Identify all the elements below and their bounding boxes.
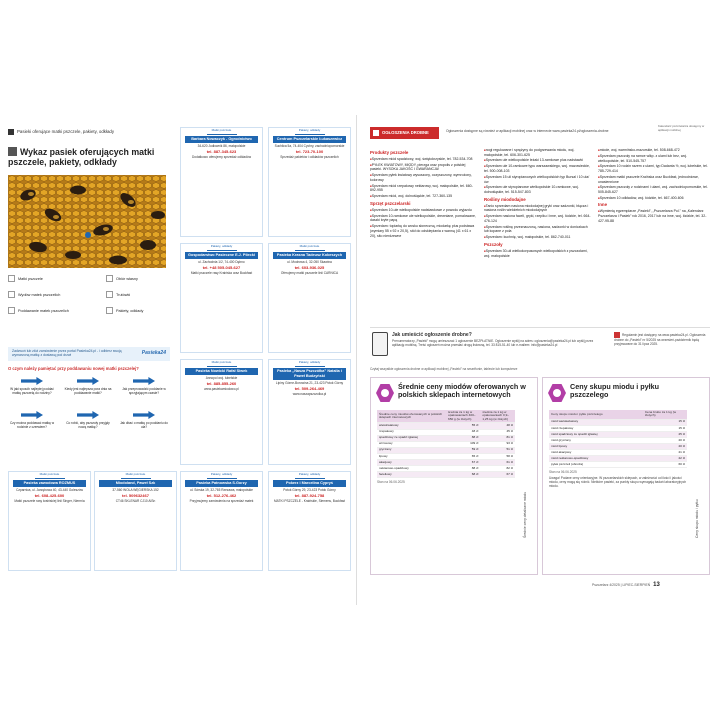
cell: 51 zł [480, 447, 515, 453]
arrow-icon [133, 411, 155, 419]
tip-text: W jaki sposób najlepiej poddać matkę pszczelą do rodziny? [10, 387, 54, 395]
left-header [8, 129, 114, 135]
ads-column-3 [598, 148, 708, 318]
ads-column-2 [484, 148, 592, 318]
legend-item [8, 291, 60, 298]
card-phone[interactable]: tel. 509-264-469 [294, 386, 325, 391]
table-header: średnia za 1 kg w opakowaniach 0,9–1,25 kg (w złotych) [480, 410, 515, 423]
ad-item: ■ Sprzedam roślinę przeznaczoną, nasiona, sadzonki w doniczkach lub kopane z pola [484, 225, 592, 234]
cell: 68 zł [446, 472, 480, 478]
card-tag: Matki pszczele [121, 473, 151, 479]
honey-drop-icon [376, 384, 394, 402]
cell: 58 zł [480, 453, 515, 459]
ad-item: ■ Sprzedam 30-uli wielkokorpusowych wielkopolskich z pszczołami, woj. małopolskie [484, 249, 592, 258]
card-extra: CT46 SKLENAR CJ10 AISn [115, 499, 156, 504]
card-tag: Matki pszczele [207, 129, 237, 135]
honey-drop-icon [548, 384, 566, 402]
ad-item: ■ Sprzedam nasiona faceli, gryki, rzepiku i inne, woj. łódzkie, tel. 664-476-124 [484, 214, 592, 223]
cell: 81 zł [480, 435, 515, 441]
tip-item [120, 411, 168, 429]
legend-label: Matki pszczele [18, 276, 43, 281]
card-name: Pasieka Nowicki Rafał Siwek [185, 368, 258, 375]
arrow-icon [21, 377, 43, 385]
legend-item [106, 307, 143, 314]
cell: 55 zł [446, 423, 480, 429]
ad-item: ■ Sprzedam 15 uli styropianowych wielkopolskich typ Bursal i 10 ula/ów [484, 175, 592, 184]
table-note: Uwaga! Podane ceny orientacyjne. W pszczelarskich sklepach, w zależności od ilości i jakości miodu, ceny mogą się różnić. Niektóre pasieki, za punkty skupu wymagają badań laboratoryjnych miodu. [549, 476, 687, 489]
how-to-footer: Czytaj wszystkie ogłoszenia drobne w aplikacji mobilnej „Pasieki” na smartfonie, tablecie lub komputerze [370, 367, 518, 371]
table-header: średnia za 1 kg w opakowaniach 400–650 g (w złotych) [446, 410, 480, 423]
card-phone[interactable]: tel. 512-276-462 [206, 493, 237, 499]
how-to-post-box [370, 327, 710, 363]
cell: 48 zł [446, 429, 480, 435]
card-phone[interactable]: tel. 509632467 [122, 493, 149, 499]
card-extra: Oferujemy matki pszczele linii CARNICA [280, 271, 339, 276]
card-tag: Pakiety, odkłady [295, 129, 325, 135]
title-icon [8, 147, 17, 156]
cell: 93 zł [480, 441, 515, 447]
card-address: Suchlica 5a, 74-404 Cychry, zachodniopomorskie [274, 143, 345, 148]
arrow-icon [77, 377, 99, 385]
legend-label: Obiór własny [116, 276, 138, 281]
legend-square-icon [106, 275, 113, 282]
left-header-text: Pasieki oferujące matki pszczele, pakiety, odkłady [17, 129, 115, 135]
card-address: Czparnica, ul. Jarzębowa 40, 43-440 Goleszów [16, 487, 83, 492]
apiary-card[interactable] [268, 243, 351, 353]
smartphone-icon [372, 332, 388, 356]
cell: 61 zł [480, 459, 515, 465]
ad-item: ■ Sprzedam 10-ramkowe ule wielkopolskie, drewniane, pomalowane, daszki kryte papą [370, 214, 478, 223]
card-address: 34-620 Jodłownik 86, małopolskie [197, 143, 246, 148]
card-tag: Matki pszczele [295, 245, 325, 251]
table-row [549, 462, 687, 468]
legend-item [106, 275, 138, 282]
card-tag: Matki pszczele [207, 361, 237, 367]
cell: 65 zł [446, 453, 480, 459]
table-header: Ceny skupu miodu i pyłku pszczelego [549, 410, 643, 419]
app-note: Kalendarz pszczelarza dostępny w aplikacji mobilnej [658, 124, 705, 132]
card-name: Pasieka zawodowa ROZMUS [13, 480, 86, 487]
section-heading: Inne [598, 202, 608, 208]
rules-note [614, 332, 710, 346]
cell: faceliowy [377, 472, 446, 478]
card-address: ul. Sórska 19, 32-765 Rzezawa, małopolskie [190, 487, 253, 492]
card-extra: www.pasiekamiodowo.pl [204, 387, 239, 392]
cell: miód gryczany [549, 438, 643, 444]
page-footer [592, 582, 660, 588]
cell: 60 zł [643, 462, 687, 468]
ad-item: ■ Sprzedam ule styropianowe wielkopolskie 10-ramkowe, woj. dolnośląskie, tel. 515-547-803 [484, 185, 592, 194]
cell: 48 zł [480, 423, 515, 429]
cell: 109 zł [446, 441, 480, 447]
side-caption: Średnie ceny detaliczne miodu [523, 491, 527, 538]
cell: pyłek pszczeli (obnóża) [549, 462, 643, 468]
ad-item: ■ PYŁEK KWIATOWY, MIODY, pierzga oraz propolis z polskiej pasieki. WYSOKA JAKOŚĆ I GWARANCJA! [370, 163, 478, 172]
ad-item: ■ Sprzedam miód rzepakowy nektarowy, woj. małopolskie, tel. 660-892-955 [370, 184, 478, 193]
legend-square-icon [106, 291, 113, 298]
how-to-text: Prenumeratorzy „Pasieki” mogą umieszczać 1 ogłoszenie BEZPŁATNIE. Ogłoszenie wyślij na adres: ogloszenia@pasieka24.pl lub wyślij przez aplikację mobilną. Treść ogłoszeń można przesłać drogą listowną, tel. 33 815-51-40 lub e-mailem: info@pasieka24.pl [392, 339, 594, 348]
ad-item: ■ Sprzedam: topiarkę do wosku słoneczną, miodarkę plus podstawa (wymiary 55 x 92 x 20,5), stół do odsklepiania z wanną (41 x 61 x 20), sito nierdzewne [370, 224, 478, 238]
cell: 22 zł [643, 456, 687, 462]
cell: 59 zł [446, 447, 480, 453]
apiary-card[interactable] [180, 127, 263, 237]
card-tag: Pakiety, odkłady [207, 473, 237, 479]
cell: miód akacjowy [549, 450, 643, 456]
cell: akacjowy [377, 459, 446, 465]
card-address: Potok Górny 29, 23-423 Potok Górny [283, 487, 336, 492]
card-tag: Matki pszczele [35, 473, 65, 479]
card-address: ul. Modrowa 4, 32-050 Skawina [287, 259, 332, 264]
table-row [377, 472, 515, 478]
legend-square-icon [106, 307, 113, 314]
apiary-card[interactable] [180, 471, 263, 571]
promo-logo: Pasieka24 [141, 350, 166, 356]
section-heading: Produkty pszczele [370, 150, 409, 155]
right-page [360, 115, 720, 605]
apiary-card[interactable] [8, 471, 91, 571]
table-footnote: Stan na 06.06.2025 [377, 480, 405, 485]
legend-square-icon [8, 275, 15, 282]
card-name: Miodoland, Paweł Szk [99, 480, 172, 487]
retail-prices-table-wrap [377, 410, 515, 484]
ad-item: ■ Sprzedam pyłek kwiatowy wysuszony, oczyszczony, wymrożony, kolorowy [370, 173, 478, 182]
cell: 20 zł [643, 438, 687, 444]
tip-text: Jak przeprowadzić poddanie w sprzyjającym czasie? [122, 387, 166, 395]
ad-item: ■ Sprzedam 10 odkładów, woj. łódzkie, tel. 667-400-606 [598, 196, 708, 201]
promo-text: Zadzwoń lub złóż zamówienie przez portal Pasieka24.pl - i odbierz swoją wymarzoną matkę z dostawą pod drzwi [12, 349, 122, 358]
cell: 15 zł [643, 425, 687, 431]
legend-label: Trutówki [116, 292, 131, 297]
card-tag: Pakiety, odkłady [207, 245, 237, 251]
cell: 88 zł [446, 435, 480, 441]
card-phone[interactable]: tel. 608-425-600 [34, 493, 65, 499]
card-name: Pokerz i Marcelina Cypryś [273, 480, 346, 487]
ad-item: ■ Wymienię egzemplarze „Pasieki”, „Pszczelarza Pol.” na „Kalendarz Pszczelarza i Pasiek” rok 2016, 2017 lub na inne, woj. łódzkie, tel. 32-427-95-88 [598, 209, 708, 223]
card-phone[interactable]: tel. 887-924-758 [294, 493, 325, 499]
tip-text: Kiedy jest najlepsza pora dnia na poddawanie matki? [64, 387, 112, 395]
ad-item: ■ Sprzedam pszczoły na ramce wlkp. z ulami lub bez, woj. wielkopolskie, tel. 510-545-757 [598, 154, 708, 163]
legend-square-icon [8, 291, 15, 298]
card-name: Centrum Pszczelarskie Łukaszewicz [273, 136, 346, 143]
card-phone[interactable]: tel. 603-936-025 [294, 265, 325, 271]
classifieds-label-text: OGŁOSZENIA DROBNE [382, 130, 429, 135]
tip-item [8, 411, 56, 429]
tip-text: Jak dbać o matkę po poddaniu do ula? [120, 421, 168, 429]
folio-label: Pszczelarz 4/2025 | LIPIEC-SIERPIEŃ [592, 583, 651, 587]
ad-item: ■ Sprzedam pszczoły z rodzinami i ulami, woj. zachodniopomorskie, tel. 505-845-627 [598, 185, 708, 194]
card-name: Gospodarstwo Pasieczne E.J. Pilecki [185, 252, 258, 259]
card-extra: Sprzedaż pakietów i odkładów pszczelich [280, 155, 339, 160]
purchase-prices-table [549, 410, 687, 468]
arrow-icon [77, 411, 99, 419]
how-to-title: Jak umieścić ogłoszenie drobne? [392, 332, 472, 338]
tips-grid [8, 377, 170, 447]
apiary-card[interactable] [268, 359, 351, 465]
ad-item: ■ miode, woj. warmińsko-mazurskie, tel. 508-668-472 [598, 148, 708, 153]
retail-prices-box [370, 377, 538, 575]
legend-item [106, 291, 130, 298]
card-tag: Pakiety, odkłady [295, 361, 325, 367]
retail-prices-title: Średnie ceny miodów oferowanych w polskich sklepach internetowych [398, 382, 526, 399]
card-phone[interactable]: tel. +48 505-045-627 [202, 265, 241, 271]
ad-item: ■ Sprzedam ule 10-ramkowe typu warszawskiego, woj. mazowieckie, tel. 500-008-103 [484, 164, 592, 173]
ad-item: ■ Sprzedam: kuchnię, woj. małopolskie, tel. 862-740-011 [484, 235, 592, 240]
card-extra: MATKI PSZCZELE - Kraińskie, Siemens, Buckfast [274, 499, 345, 504]
arrow-icon [133, 377, 155, 385]
table-header: Cena brutto za 1 kg (w złotych) [643, 410, 687, 419]
card-extra: www.naszapszczolka.pl [292, 392, 327, 397]
cell: wielokwiatowy [377, 423, 446, 429]
classifieds-label [370, 127, 439, 139]
card-name: Pasieka Patnowska S.Gorzy [185, 480, 258, 487]
megaphone-icon [373, 130, 379, 136]
table-footnote: Stan na 06.06.2025 [549, 470, 577, 475]
cell: nektarowo-spadziowy [377, 466, 446, 472]
card-name: Barbara Nowaczyk - Ogrodnictwo [185, 136, 258, 143]
cell: lipowy [377, 453, 446, 459]
cell: 67 zł [446, 459, 480, 465]
cell: spadziowy ze spadzi iglastej [377, 435, 446, 441]
cell: 88 zł [446, 466, 480, 472]
legend-item [8, 275, 43, 282]
table-header: Średnie ceny miodów oferowanych w polskich sklepach internetowych [377, 410, 446, 423]
card-phone[interactable]: tel. 723-70-100 [295, 149, 324, 155]
card-address: 37-560 WOLA WĘGIERSKA 152 [112, 487, 159, 492]
apiary-card[interactable] [180, 359, 263, 465]
cell: 15 zł [643, 419, 687, 425]
cell: 45 zł [480, 429, 515, 435]
tip-text: Co robić, aby pszczoły przyjęły nową matkę? [66, 421, 110, 429]
card-address: ul. Zachodnia 1/2, 74-400 Dębno [198, 259, 245, 264]
cell: 67 zł [480, 472, 515, 478]
section-heading: Pszczoły [484, 241, 503, 247]
page-title [8, 147, 168, 167]
legend-label: Wydów matek pszczelich [18, 292, 61, 297]
bees-photo-svg [8, 175, 166, 268]
page-number: 13 [653, 582, 660, 588]
side-caption: Ceny skupu miodu i pyłku [695, 499, 699, 538]
section-heading: Sprzęt pszczelarski [370, 200, 411, 206]
purchase-prices-table-wrap [549, 410, 687, 488]
card-extra: Matki pszczele rasy Kraińska oraz Buckfast [190, 271, 253, 276]
ad-item: ■ Sprzedam miód spadziowy, woj. świętokrzyskie, tel. 782-534-708 [370, 157, 478, 162]
page-title-text: Wykaz pasiek oferujących matki pszczele, pakiety, odkłady [8, 147, 155, 168]
cell: miód spadziowy ze spadzi iglastej [549, 431, 643, 437]
arrow-icon [21, 411, 43, 419]
ad-item: ■ Sprzedam 10-ule wielkopolskie nadstawkowe z powodu wyjazdu [370, 208, 478, 213]
bees-photo [8, 175, 166, 268]
legend-item [8, 307, 69, 314]
cell: miód rzepakowy [549, 425, 643, 431]
question-heading: O czym należy pamiętać przy poddawaniu nowej matki pszczelej? [8, 366, 139, 371]
apiary-card[interactable] [268, 127, 351, 237]
legend-label: Pakiety, odkłady [116, 308, 144, 313]
hive-icon [8, 129, 14, 135]
ad-item: ■ Sprzedam miód, woj. dolnośląskie, tel. 727-360-135 [370, 194, 478, 199]
apiary-card[interactable] [180, 243, 263, 353]
table-header-row [377, 410, 515, 423]
cell: wrzosowy [377, 441, 446, 447]
ad-item: ■ Sprzedam ule wielkopolskie leżaki 13-ramkowe plus nadstawki [484, 158, 592, 163]
cell: gryczany [377, 447, 446, 453]
tip-item [8, 377, 56, 395]
card-name: Pasieka Krasna Tadeusz Kobeszych [273, 252, 346, 259]
magazine-spread [0, 115, 720, 605]
ads-column-1 [370, 148, 478, 318]
rules-note-text: Regulamin jest dostępny na www.pasieka24.pl. Ogłoszenia drobne do „Pasieki” nr 5/2025 na wrzesień-październik będą przyjmowane do 31 lipca 2025. [614, 332, 706, 347]
legend-square-icon [8, 307, 15, 314]
ad-item: ■ Sprzedam 10 rodzin razem z ulami, typ Dadanta ½, woj. lubelskie, tel. 785-729-414 [598, 164, 708, 173]
cell: 25 zł [643, 431, 687, 437]
ad-item: ■ Tanio sprzedam nasiona miododajnej gryki oraz sadzonki, błącza i nasiona roślin wieloletnich miododajnych [484, 204, 592, 213]
left-page [0, 115, 357, 605]
card-name: Pasieka „Nasza Pszczółka” Natalia i Paweł Budzyński [273, 368, 346, 380]
classifieds-intro: Ogłoszenia dostępne są również w aplikacji mobilnej oraz w internecie www.pasieka24.pl/ogloszenia-drobne [446, 129, 609, 133]
cell: miód lipowy [549, 444, 643, 450]
tip-text: Czy można poddawać matkę w rodzinie z czerwiem? [9, 421, 55, 429]
legend-label: Poddawanie matek pszczelich [18, 308, 69, 313]
cell: miód nektarowo-spadziowy [549, 456, 643, 462]
tip-item [64, 377, 112, 395]
purchase-prices-title: Ceny skupu miodu i pyłku pszczelego [570, 382, 660, 399]
card-phone[interactable]: tel. 885-855-260 [206, 381, 237, 387]
tip-item [64, 411, 112, 429]
card-tag: Pakiety, odkłady [295, 473, 325, 479]
ad-item: ■ nogi regulowane i sprężyny do podgrzewania miodu, woj. małopolskie, tel. 606-301-625 [484, 148, 592, 157]
table-header-row [549, 410, 687, 419]
purchase-prices-box [542, 377, 710, 575]
cell: rzepakowy [377, 429, 446, 435]
tip-item [120, 377, 168, 395]
apiary-card[interactable] [94, 471, 177, 571]
retail-prices-table [377, 410, 515, 478]
card-extra: Dodatkowo oferujemy sprzedaż odkładów [192, 155, 251, 160]
ad-item: ■ Sprzedam matki pszczele Kraińska oraz Buckfast, jednodniowe, unasiennione [598, 175, 708, 184]
card-extra: Przyjmujemy zamówienia na sprzedaż matek [189, 499, 254, 504]
promo-banner[interactable] [8, 347, 170, 361]
cell: 82 zł [480, 466, 515, 472]
card-phone[interactable]: tel. 887-345-623 [206, 149, 237, 155]
card-extra: Matki pszczele rasy kraińskiej linii Singer, Nierrnia [14, 499, 85, 504]
cell: 21 zł [643, 450, 687, 456]
card-address: Annopol woj. lubelskie [205, 375, 238, 380]
cell: 20 zł [643, 444, 687, 450]
card-address: Lipiny Górne-Borowina 21, 23-423 Potok Górny [275, 380, 344, 385]
section-heading: Rośliny miododajne [484, 196, 526, 202]
apiary-card[interactable] [268, 471, 351, 571]
cell: miód wielokwiatowy [549, 419, 643, 425]
